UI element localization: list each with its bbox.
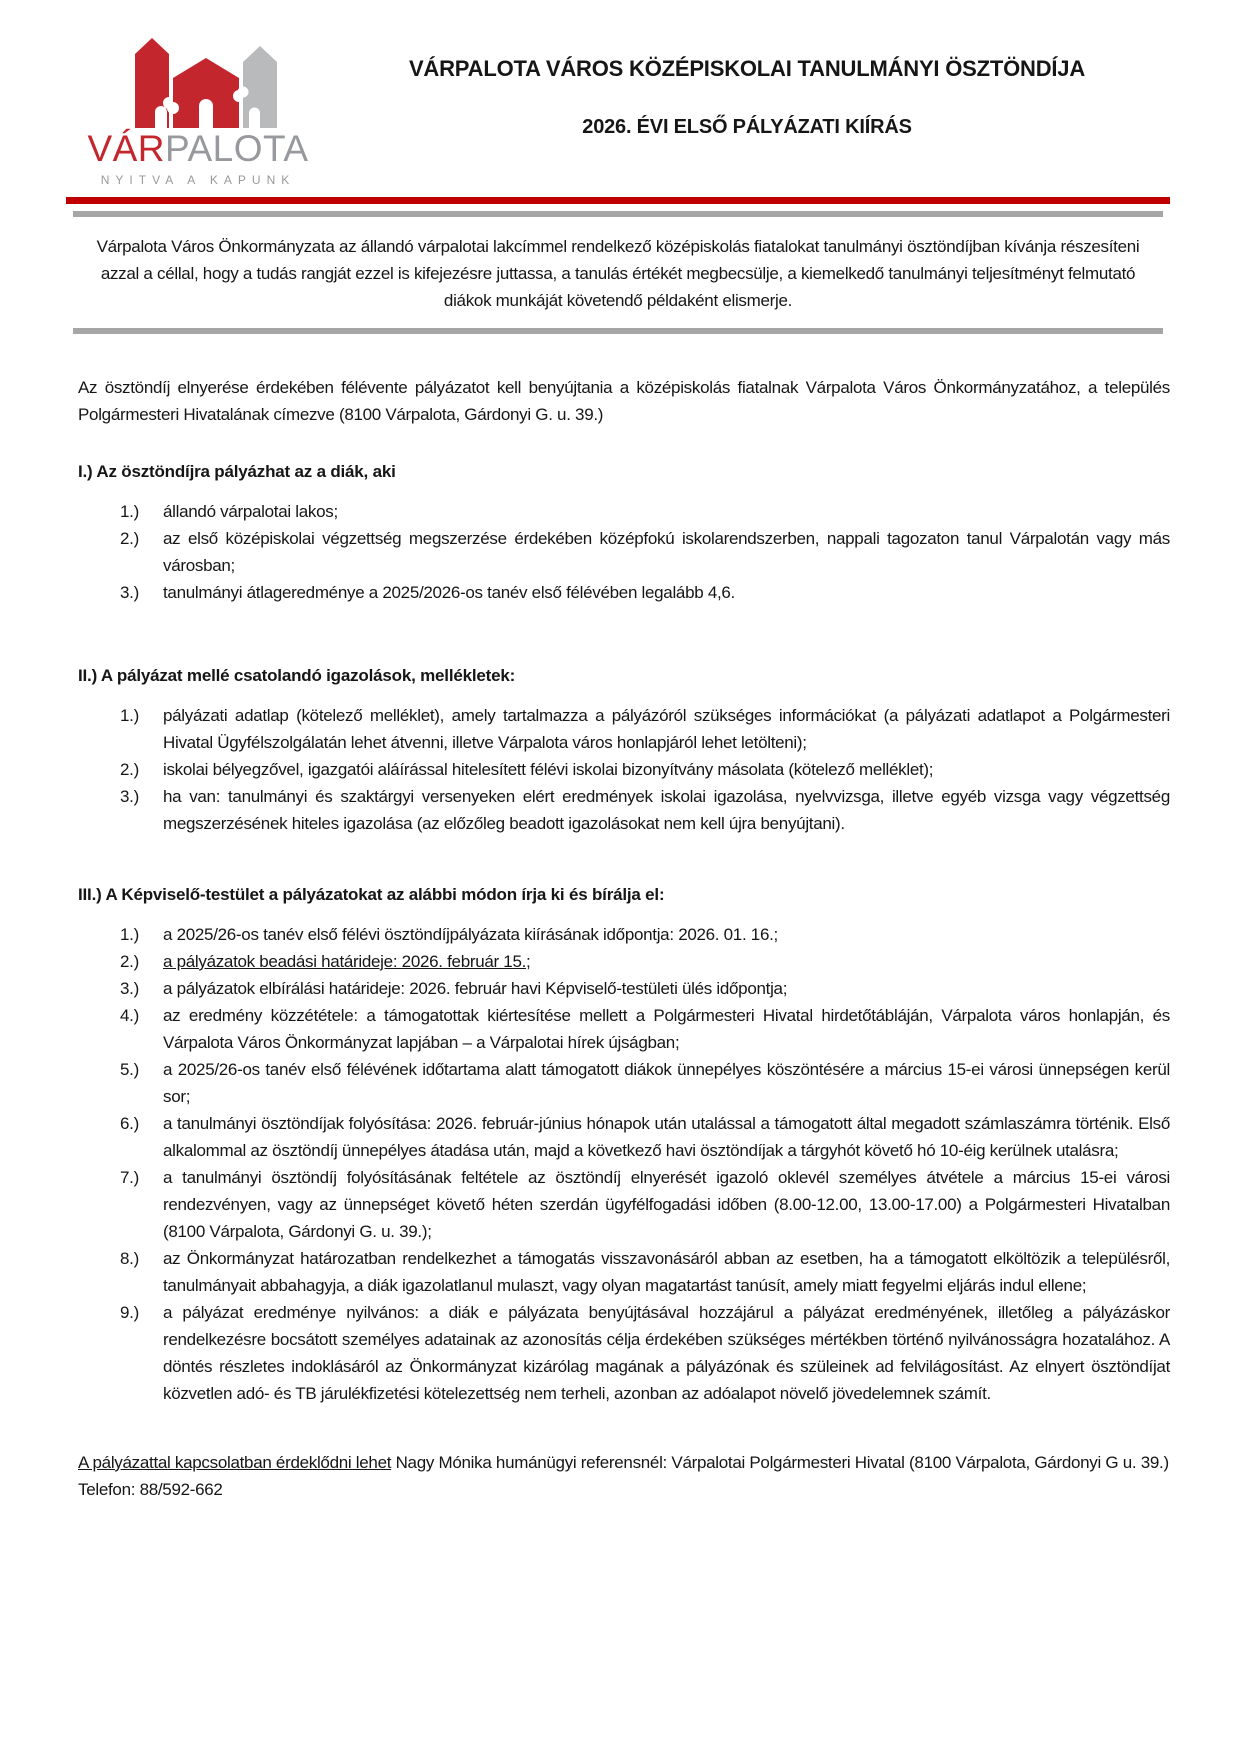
- list-item-text: az Önkormányzat határozatban rendelkezhet a támogatás visszavonásáról abban az esetben, ha a támogatott elköltözik a településről, tanulmányait abbahagyja, a diák igazolatlanul mulaszt, vagy olyan magatartást tanúsít, amely miatt fegyelmi eljárás indul ellene;: [163, 1248, 1170, 1295]
- list-item-text: az eredmény közzététele: a támogatottak kiértesítése mellett a Polgármesteri Hivatal hirdetőtábláján, Várpalota város honlapján, és Várpalota Város Önkormányzat lapjában – a Várpalotai hírek újságban;: [163, 1005, 1170, 1052]
- contact-details: Nagy Mónika humánügyi referensnél: Várpalotai Polgármesteri Hivatal (8100 Várpalota, Gárdonyi G u. 39.) Telefon: 88/592-662: [78, 1452, 1169, 1499]
- list-item: [66, 1002, 1170, 1056]
- list-item-number: 3.): [120, 786, 139, 806]
- list-item: [66, 783, 1170, 837]
- list-item: [66, 921, 1170, 948]
- list-item-text: a tanulmányi ösztöndíj folyósításának feltétele az ösztöndíj elnyerését igazoló oklevél személyes átvétele a március 15-ei városi rendezvényen, vagy az ünnepséget követő héten szerdán ügyfélfogadási időben (8.00-12.00, 13.00-17.00) a Polgármesteri Hivatalban (8100 Várpalota, Gárdonyi G. u. 39.);: [163, 1167, 1170, 1241]
- document-title: VÁRPALOTA VÁROS KÖZÉPISKOLAI TANULMÁNYI ÖSZTÖNDÍJA: [408, 56, 1086, 81]
- list-item-number: 1.): [120, 501, 139, 521]
- list-item: [66, 1299, 1170, 1407]
- section-2-list: [66, 702, 1170, 837]
- document-subtitle: 2026. ÉVI ELSŐ PÁLYÁZATI KIÍRÁS: [582, 116, 912, 138]
- logo-wordmark-palota: PALOTA: [165, 128, 309, 169]
- list-item: [66, 525, 1170, 579]
- list-item-number: 2.): [120, 951, 139, 971]
- list-item-number: 6.): [120, 1113, 139, 1133]
- list-item-number: 7.): [120, 1167, 139, 1187]
- section-2-heading: II.) A pályázat mellé csatolandó igazolások, mellékletek:: [78, 665, 516, 685]
- list-item-number: 5.): [120, 1059, 139, 1079]
- logo-tagline: NYITVA A KAPUNK: [100, 172, 296, 187]
- list-item: [66, 1164, 1170, 1245]
- list-item-number: 2.): [120, 759, 139, 779]
- list-item-text: a pályázatok elbírálási határideje: 2026. február havi Képviselő-testületi ülés időpontja;: [163, 978, 788, 998]
- gray-divider-line-bottom: [73, 328, 1163, 334]
- section-3-list: [66, 921, 1170, 1407]
- list-item-text: a tanulmányi ösztöndíjak folyósítása: 2026. február-június hónapok után utalással a támogatott által megadott számlaszámra történik. Első alkalommal az ösztöndíj ünnepélyes átadása után, majd a következő havi ösztöndíjak a tárgyhót követő hó 10-éig kerülnek utalásra;: [163, 1113, 1170, 1160]
- list-item-number: 2.): [120, 528, 139, 548]
- varpalota-logo: [72, 30, 324, 187]
- list-item-number: 4.): [120, 1005, 139, 1025]
- list-item: [66, 975, 1170, 1002]
- logo-wordmark-var: VÁR: [87, 128, 166, 169]
- contact-paragraph: [78, 1449, 1170, 1503]
- list-item: [66, 702, 1170, 756]
- list-item-text: az első középiskolai végzettség megszerzése érdekében középfokú iskolarendszerben, nappali tagozaton tanul Várpalotán vagy más városban;: [163, 528, 1170, 575]
- document-header: [66, 30, 1170, 187]
- list-item-text: ha van: tanulmányi és szaktárgyi versenyeken elért eredmények iskolai igazolása, nyelvvizsga, illetve egyéb vizsga vagy végzettség megszerzésének hiteles igazolása (az előzőleg beadott igazolásokat nem kell újra benyújtani).: [163, 786, 1170, 833]
- section-3-heading: III.) A Képviselő-testület a pályázatokat az alábbi módon írja ki és bírálja el:: [78, 884, 665, 904]
- list-item-number: 1.): [120, 924, 139, 944]
- list-item-text: a 2025/26-os tanév első félévi ösztöndíjpályázata kiírásának időpontja: 2026. 01. 16.;: [163, 924, 778, 944]
- list-item-number: 9.): [120, 1302, 139, 1322]
- red-divider-line: [66, 197, 1170, 204]
- list-item-number: 8.): [120, 1248, 139, 1268]
- title-block: [324, 30, 1170, 139]
- list-item: [66, 579, 1170, 606]
- list-item-number: 3.): [120, 582, 139, 602]
- list-item-text: pályázati adatlap (kötelező melléklet), amely tartalmazza a pályázóról szükséges információkat (a pályázati adatlapot a Polgármesteri Hivatal Ügyfélszolgálatán lehet átvenni, illetve Várpalota város honlapjáról lehet letölteni);: [163, 705, 1170, 752]
- contact-lead-underlined: A pályázattal kapcsolatban érdeklődni lehet: [78, 1452, 392, 1472]
- lead-paragraph: Az ösztöndíj elnyerése érdekében félévente pályázatot kell benyújtania a középiskolás fiatalnak Várpalota Város Önkormányzatához, a település Polgármesteri Hivatalának címezve (8100 Várpalota, Gárdonyi G. u. 39.): [78, 377, 1170, 424]
- section-1-heading: I.) Az ösztöndíjra pályázhat az a diák, aki: [78, 461, 396, 481]
- list-item: [66, 1056, 1170, 1110]
- logo-wordmark: [72, 130, 324, 169]
- list-item: [66, 1245, 1170, 1299]
- list-item-text: tanulmányi átlageredménye a 2025/2026-os tanév első félévében legalább 4,6.: [163, 582, 735, 602]
- list-item-number: 1.): [120, 705, 139, 725]
- list-item-text-underlined: a pályázatok beadási határideje: 2026. február 15.;: [163, 951, 531, 971]
- castle-logo-icon: [103, 36, 293, 128]
- section-1-list: [66, 498, 1170, 606]
- list-item-number: 3.): [120, 978, 139, 998]
- list-item-text: állandó várpalotai lakos;: [163, 501, 338, 521]
- list-item-text: a 2025/26-os tanév első félévének időtartama alatt támogatott diákok ünnepélyes köszöntésére a március 15-ei városi ünnepségen kerül sor;: [163, 1059, 1170, 1106]
- list-item: [66, 1110, 1170, 1164]
- list-item-text: a pályázat eredménye nyilvános: a diák e pályázata benyújtásával hozzájárul a pályázat eredményének, illetőleg a pályázáskor rendelkezésre bocsátott személyes adatainak az azonosítás célja érdekében szükséges mértékben történő nyilvánosságra hozatalához. A döntés részletes indoklásáról az Önkormányzat kizárólag magának a pályázónak és szüleinek ad felvilágosítást. Az elnyert ösztöndíjat közvetlen adó- és TB járulékfizetési kötelezettség nem terheli, azonban az adóalapot növelő jövedelemnek számít.: [163, 1302, 1170, 1403]
- list-item: [66, 498, 1170, 525]
- list-item: [66, 756, 1170, 783]
- list-item: [66, 948, 1170, 975]
- intro-paragraph: Várpalota Város Önkormányzata az állandó várpalotai lakcímmel rendelkező középiskolás fiatalokat tanulmányi ösztöndíjban kívánja részesíteni azzal a céllal, hogy a tudás rangját ezzel is kifejezésre juttassa, a tanulás értékét megbecsülje, a kiemelkedő tanulmányi teljesítményt felmutató diákok munkáját követendő példaként elismerje.: [96, 236, 1140, 310]
- list-item-text: iskolai bélyegzővel, igazgatói aláírással hitelesített félévi iskolai bizonyítvány másolata (kötelező melléklet);: [163, 759, 934, 779]
- gray-divider-line: [73, 211, 1163, 217]
